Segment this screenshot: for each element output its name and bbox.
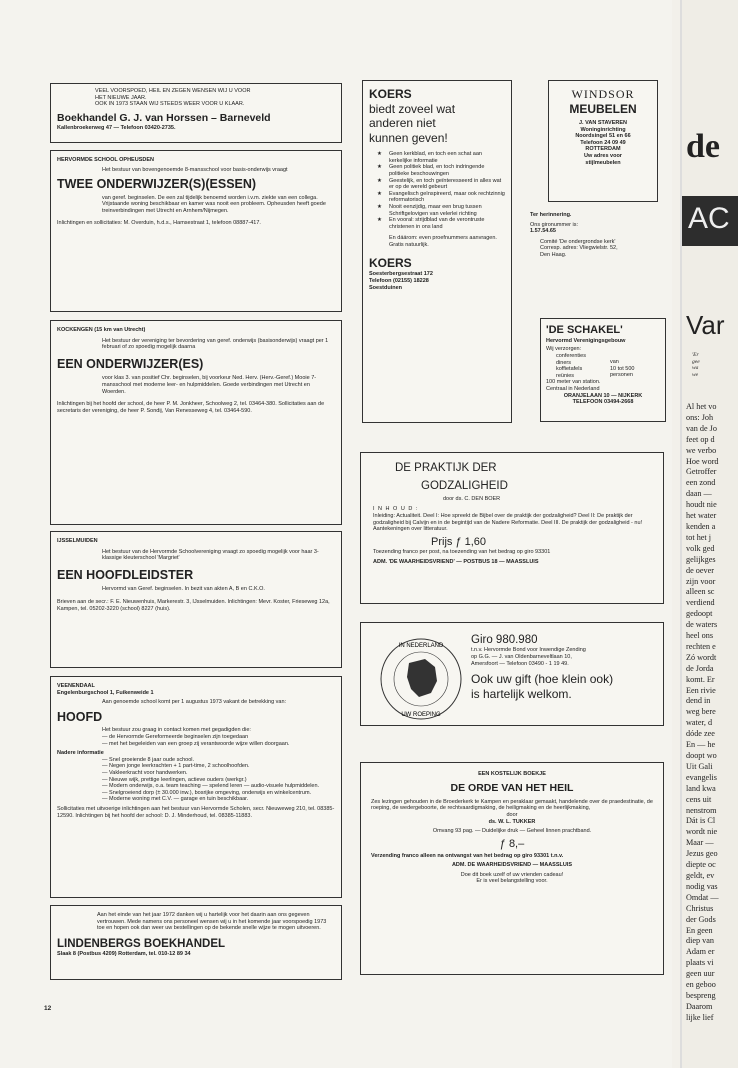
right-title: Var xyxy=(686,310,725,340)
right-body-line: zijn voor xyxy=(686,576,716,586)
info-item: — Modern onderwijs, o.a. team teaching — spelend leren — audio-visuele hulpmiddelen. xyxy=(102,783,320,790)
right-body-line: en geboo xyxy=(686,980,716,990)
shop-name: LINDENBERGS BOEKHANDEL xyxy=(57,937,226,950)
schakel-extra: 100 meter van station. xyxy=(546,379,601,386)
koers-headline: biedt zoveel wat xyxy=(369,102,456,116)
right-body-line: Jezus geo xyxy=(686,849,718,859)
star-icon: ★ xyxy=(377,164,382,171)
orde-door: door xyxy=(506,811,518,818)
right-body-line: feet op d xyxy=(686,434,715,444)
shop-address: Kallenbroekerweg 47 — Telefoon 03420-2735. xyxy=(57,124,176,131)
ad-title: HOOFD xyxy=(57,709,103,724)
right-body-line: doopt wo xyxy=(686,751,717,760)
zending-slogan: is hartelijk welkom. xyxy=(471,687,572,702)
koers-title: KOERS xyxy=(369,87,412,101)
herinnering-title: Ter herinnering. xyxy=(530,212,572,218)
windsor-line: Telefoon 24 09 49 xyxy=(580,139,626,146)
right-body-line: Zó wordt xyxy=(686,652,717,662)
ad-lindenbergs xyxy=(50,905,342,980)
schakel-capacity: van xyxy=(610,358,619,365)
zending-line: Amersfoort — Telefoon 03490 - 1 19 49. xyxy=(471,660,569,667)
right-body-line: lijke lief xyxy=(686,1012,714,1022)
ad-intro: Aan genoemde school komt per 1 augustus 1973 vakant de betrekking van: xyxy=(102,699,287,706)
schakel-capacity: 10 tot 500 xyxy=(610,365,635,372)
info-item: — Nieuwe wijk, prettige leerlingen, actieve ouders (werkgr.) xyxy=(102,776,247,783)
right-body-line: de waters xyxy=(686,620,718,630)
schakel-item: diners xyxy=(556,359,571,366)
praktijk-delivery: Toezending franco per post, na toezending van het bedrag op giro 93301 xyxy=(373,549,551,556)
right-body-line: diepte oc xyxy=(686,860,716,870)
right-body-line: Omdat — xyxy=(686,892,719,902)
herinnering-line: Comité 'De ondergrondse kerk' xyxy=(540,238,616,245)
right-body-line: een zond xyxy=(686,478,716,488)
orde-closing: Doe dit boek uzelf of uw vrienden cadeau! xyxy=(460,871,564,878)
right-body-line: nodig vas xyxy=(686,881,718,891)
right-body-line: evangelis xyxy=(686,772,717,782)
right-body-line: ons: Joh xyxy=(686,412,714,422)
koers-footer-title: KOERS xyxy=(369,256,412,271)
greeting-line: VEEL VOORSPOED, HEIL EN ZEGEN WENSEN WIJ U VOOR xyxy=(95,88,251,94)
windsor-line: stijlmeubelen xyxy=(585,159,621,166)
right-body-line: der Gods xyxy=(686,914,716,924)
right-body-line: Adam er xyxy=(686,947,715,957)
star-icon: ★ xyxy=(377,203,382,210)
right-body-line: Al het vo xyxy=(686,402,717,411)
right-body-line: Getroffer xyxy=(686,467,717,477)
ad-title: EEN ONDERWIJZER(ES) xyxy=(57,356,204,371)
star-icon: ★ xyxy=(377,177,382,184)
schakel-item: koffietafels xyxy=(556,366,583,373)
schakel-address: ORANJELAAN 10 — NIJKERK xyxy=(563,392,643,399)
right-body-line: rechten e xyxy=(686,641,716,651)
ad-intro: Het bestuur van de Hervormde Schoolvereniging vraagt zo spoedig mogelijk voor haar 3-klassige kleuterschool 'Margriet' xyxy=(102,548,319,562)
koers-address: Soesterbergsestraat 172 xyxy=(369,271,433,278)
right-body-line: de oever xyxy=(686,565,714,575)
koers-closing: En dáárom: even proefnummers aanvragen. Gratis natuurlijk. xyxy=(389,235,497,248)
orde-specs: Omvang 93 pag. — Duidelijke druk — Geheel linnen prachtband. xyxy=(432,828,592,835)
ad-header: IJSSELMUIDEN xyxy=(57,538,98,544)
windsor-line: Uw adres voor xyxy=(584,152,622,159)
ad-body: voor klas 3. van positief Chr. beginselen, bij voorkeur Ned. Herv. (Herv.-Geref.) Mooie 7-mansschool met moderne leer- en hulpmiddelen. Goede verbindingen met Utrecht en Woerden. xyxy=(102,375,317,395)
right-body-line: daan — xyxy=(686,489,712,499)
schakel-extra: Centraal in Nederland xyxy=(546,385,600,392)
info-item: — Snelgroeiend dorp (± 30.000 inw.), bosrijke omgeving, onderwijs en winkelcentrum. xyxy=(102,789,312,796)
ad-intro: Het bestuur der vereniging ter bevordering van geref. onderwijs (basisonderwijs) vraagt per 1 februari of zo spoedig mogelijk daarna xyxy=(102,337,329,351)
greeting-line: OOK IN 1973 STAAN WIJ STEEDS WEER VOOR U KLAAR. xyxy=(95,101,245,108)
schakel-capacity: personen xyxy=(610,372,633,379)
right-body-line: Maar — xyxy=(686,838,714,848)
right-body-line: we verbo xyxy=(686,445,717,455)
right-body-line: land kwa xyxy=(686,783,716,793)
schakel-title: 'DE SCHAKEL' xyxy=(546,324,623,336)
windsor-line: J. VAN STAVEREN xyxy=(579,120,627,126)
right-body-line: diep van xyxy=(686,936,714,946)
star-icon: ★ xyxy=(377,190,382,197)
right-body-line: En geen xyxy=(686,925,713,935)
ad-body: Hervormd van Geref. beginselen. In bezit van akten A, B en C.K.O. xyxy=(102,586,265,593)
right-body-line: volk ged xyxy=(686,543,715,553)
right-intro: we xyxy=(692,371,699,378)
right-header: de xyxy=(686,128,720,165)
right-intro: wa xyxy=(692,365,699,372)
koers-address: Telefoon (02155) 18228 xyxy=(369,278,429,285)
ad-footer: Inlichtingen bij het hoofd der school, de heer P. M. Jonkheer, Schoolweg 2, tel. 03464-380. Sollicitaties aan de secretaris der vereniging, de heer P. Sondij, Van Renesseweg 4, tel. 03464-590. xyxy=(57,401,325,414)
koers-point: ★ Geen kerkblad, en toch een schat aan kerkelijke informatie xyxy=(377,151,482,164)
shop-name: Boekhandel G. J. van Horssen – Barneveld xyxy=(57,111,271,124)
right-body-line: geen uur xyxy=(686,969,715,979)
page-number: 12 xyxy=(44,1005,52,1012)
right-body-line: Christus xyxy=(686,903,714,913)
right-body-line: Dát is Cl xyxy=(686,816,716,826)
star-icon: ★ xyxy=(377,217,382,224)
req-item: — met het begeleiden van een groep zij verantwoorde wijze willen doorgaan. xyxy=(102,740,290,747)
right-body-line: cens uit xyxy=(686,794,712,804)
koers-point: ★ Geestelijk, en toch geïnteresseerd in alles wat er op de wereld gebeurt xyxy=(377,177,502,191)
right-body-line: gedoopt xyxy=(686,609,713,619)
ad-horssen xyxy=(50,83,342,143)
right-body-line: geldt, ev xyxy=(686,870,715,880)
koers-point: ★ Nooit eenzijdig, maar een brug tussen Schriftgelovigen van velerlei richting xyxy=(377,203,482,217)
orde-price: ƒ 8,– xyxy=(499,837,525,850)
ad-ijsselmuiden xyxy=(50,531,342,668)
ad-title: EEN HOOFDLEIDSTER xyxy=(57,567,194,582)
right-intro: gee xyxy=(692,358,700,365)
ad-veenendaal xyxy=(50,676,342,898)
right-body-line: dóde zee xyxy=(686,729,715,739)
praktijk-footer: ADM. 'DE WAARHEIDSVRIEND' — POSTBUS 18 — MAASSLUIS xyxy=(373,559,539,566)
right-body-line: kenden a xyxy=(686,521,716,531)
herinnering-line: Corresp. adres: Vliegwielstr. 52, xyxy=(540,245,618,252)
orde-closing: Er is veel belangstelling voor. xyxy=(476,878,548,885)
ad-opheusden xyxy=(50,150,342,312)
right-body xyxy=(686,402,719,1024)
windsor-logo: WINDSOR xyxy=(571,87,635,101)
ad-header: KOCKENGEN (15 km van Utrecht) xyxy=(57,327,146,333)
ad-body: van geref. beginselen. De een zal tijdelijk benoemd worden i.v.m. ziekte van een collega. Vrijstaande woning beschikbaar en kamer was nooit een probleem. Opheusden heeft goede treinverbindingen met Utrecht en Arnhem/Nijmegen. xyxy=(102,194,326,214)
ad-header: HERVORMDE SCHOOL OPHEUSDEN xyxy=(57,157,154,163)
ad-koers xyxy=(362,80,512,423)
ad-windsor xyxy=(548,80,658,202)
right-body-line: Hoe word xyxy=(686,456,719,466)
info-item: — Moderne woning met C.V. — garage en tuin beschikbaar. xyxy=(102,796,249,803)
zending-seal-icon xyxy=(379,637,463,721)
right-body-line: verdiend xyxy=(686,598,715,608)
req-intro: Het bestuur zou graag in contact komen met gegadigden die: xyxy=(102,727,251,734)
ad-title: TWEE ONDERWIJZER(S)(ESSEN) xyxy=(57,177,257,192)
windsor-line: Woninginrichting xyxy=(580,126,626,133)
herinnering xyxy=(530,212,670,259)
right-body-line: bespreng xyxy=(686,990,716,1000)
windsor-line: Noordsingel 51 en 66 xyxy=(575,133,631,140)
right-body-line: Daarom xyxy=(686,1001,713,1011)
praktijk-author: door ds. C. DEN BOER xyxy=(443,495,501,502)
right-body-line: water, d xyxy=(686,718,713,728)
schakel-phone: TELEFOON 03494-2668 xyxy=(572,399,634,406)
zending-line: op G.G. — J. van Oldenbarneveltlaan 10, xyxy=(471,653,572,660)
svg-text:UW ROEPING: UW ROEPING xyxy=(401,712,441,718)
right-body-line: nenstrom xyxy=(686,805,717,815)
schakel-subtitle: Hervormd Verenigingsgebouw xyxy=(546,337,626,344)
schakel-intro: Wij verzorgen: xyxy=(546,346,582,353)
orde-title: DE ORDE VAN HET HEIL xyxy=(450,781,574,794)
ad-header: VEENENDAAL xyxy=(57,683,95,689)
right-body-line: dend in xyxy=(686,696,711,706)
schakel-item: conferenties xyxy=(556,352,586,359)
info-item: — Negen jonge leerkrachten + 1 part-time, 2 schoolhoofden. xyxy=(102,763,250,770)
right-body-line: tot het j xyxy=(686,532,712,542)
right-body-line: de Jorda xyxy=(686,663,714,673)
ad-body: Aan het einde van het jaar 1972 danken wij u hartelijk voor het daarin aan ons gegeven vertrouwen. Mede namens ons personeel wensen wij u in het komende jaar voorspoedig 1973 toe en hopen ook dan weer uw bestellingen op de bekende snelle wijze te mogen uitvoeren. xyxy=(97,912,327,932)
ad-footer: Inlichtingen en sollicitaties: M. Overduin, h.d.s., Hamsestraat 1, telefoon 08887-417. xyxy=(57,219,261,226)
info-label: Nadere informatie xyxy=(57,750,104,757)
praktijk-price: Prijs ƒ 1,60 xyxy=(431,535,487,548)
ad-zending xyxy=(360,622,664,726)
giro-number: 1.57.54.65 xyxy=(530,228,556,235)
praktijk-title: DE PRAKTIJK DER xyxy=(395,462,497,474)
right-body-line: gelijkges xyxy=(686,554,716,564)
right-body-line: Een rivie xyxy=(686,685,716,695)
koers-point: ★ En vooral: strijdblad van de verontruste christenen in ons land xyxy=(377,217,485,230)
inhoud-text: Inleiding: Actualiteit. Deel I: Hoe spreekt de Bijbel over de praktijk der godzaligheid? Deel II: De praktijk der godzaligheid bij Calvijn en in de begintijd van de Nadere Reformatie. Deel III. De praktijk der godzaligheid - nu! Aantekeningen over litteratuur. xyxy=(373,512,643,533)
right-body-line: alleen sc xyxy=(686,587,715,597)
right-body-line: Uit Gali xyxy=(686,761,713,771)
schakel-item: reünies xyxy=(556,372,575,379)
right-body-line: komt. Er xyxy=(686,674,715,684)
orde-adm: ADM. DE WAARHEIDSVRIEND — MAASSLUIS xyxy=(451,862,573,869)
orde-delivery: Verzending franco alleen na ontvangst van het bedrag op giro 93301 t.n.v. xyxy=(371,853,564,860)
right-body-line: heel ons xyxy=(686,631,714,641)
right-body-line: plaats vi xyxy=(686,958,714,968)
koers-address: Soestduinen xyxy=(369,284,403,291)
svg-text:IN NEDERLAND: IN NEDERLAND xyxy=(398,643,444,649)
right-body-line: van de Jo xyxy=(686,423,717,433)
info-item: — Vakleerkracht voor handwerken. xyxy=(102,769,188,776)
ad-kockengen xyxy=(50,320,342,525)
herinnering-line: Den Haag. xyxy=(540,251,567,258)
koers-headline: kunnen geven! xyxy=(369,130,448,145)
orde-intro: Zes lezingen gehouden in de Broederkerk te Kampen en peraklaar gemaakt, handelende over de praedestinatie, de roeping, de wedergeboorte, de rechtvaardigmaking, de heiligmaking en de heerlijkmaking, xyxy=(371,798,653,812)
koers-point: ★ Geen politiek blad, en toch indringende politieke beschouwingen xyxy=(377,164,485,177)
ad-footer: Brieven aan de secr.: F. E. Nieuwenhuis, Markerestr. 3, IJsselmuiden. Inlichtingen: Mevr. Koster, Frieseweg 12a, Kampen, tel. 05202-3220 (school) 8227 (huis). xyxy=(57,599,330,612)
ad-intro: Het bestuur van bovengenoemde 8-mansschool voor basis-onderwijs vraagt xyxy=(102,166,288,173)
inhoud-label: I N H O U D : xyxy=(373,506,419,513)
shop-address: Slaak 8 (Postbus 4209) Rotterdam, tel. 010-12 89 34 xyxy=(57,951,191,958)
right-body-line: wordt nie xyxy=(686,827,718,837)
orde-kicker: EEN KOSTELIJK BOEKJE xyxy=(478,771,546,777)
right-body-line: het water xyxy=(686,511,717,521)
right-banner: AC xyxy=(682,196,738,246)
koers-headline: anderen niet xyxy=(369,116,436,131)
right-body-line: houdt nie xyxy=(686,500,717,510)
ad-praktijk xyxy=(360,452,664,604)
zending-line: t.n.v. Hervormde Bond voor Inwendige Zending xyxy=(471,647,586,654)
orde-author: ds. W. L. TUKKER xyxy=(488,818,536,825)
ad-footer: Sollicitaties met uitvoerige inlichtingen aan het bestuur van Hervormde Scholen, secr. Nieuweweg 210, tel. 08385-12590. Inlichtingen bij het hoofd der school: D. J. Minderhoud, tel. 08385-11883. xyxy=(57,805,335,819)
windsor-title: MEUBELEN xyxy=(569,102,637,116)
greeting-line: HET NIEUWE JAAR. xyxy=(95,94,147,101)
zending-slogan: Ook uw gift (hoe klein ook) xyxy=(471,672,614,687)
giro-label: Ons gironummer is: xyxy=(530,221,578,228)
right-page xyxy=(680,0,738,1068)
koers-point: ★ Evangelisch geïnspireerd, maar ook rechtzinnig reformatorisch xyxy=(377,190,505,204)
info-item: — Snel groeiende 8 jaar oude school. xyxy=(102,756,195,763)
right-body-line: weg bere xyxy=(686,707,716,717)
ad-schakel xyxy=(540,318,666,422)
right-intro: 'Er xyxy=(692,352,699,358)
ad-subheader: Engelenburgschool 1, Fuikenweide 1 xyxy=(57,689,154,696)
praktijk-title2: GODZALIGHEID xyxy=(421,480,508,493)
ad-orde xyxy=(360,762,664,975)
star-icon: ★ xyxy=(377,151,382,158)
windsor-line: ROTTERDAM xyxy=(585,146,621,153)
req-item: — de Hervormde Gereformeerde beginselen zijn toegedaan xyxy=(102,734,249,740)
zending-giro: Giro 980.980 xyxy=(471,634,538,646)
right-body-line: En — he xyxy=(686,740,716,750)
